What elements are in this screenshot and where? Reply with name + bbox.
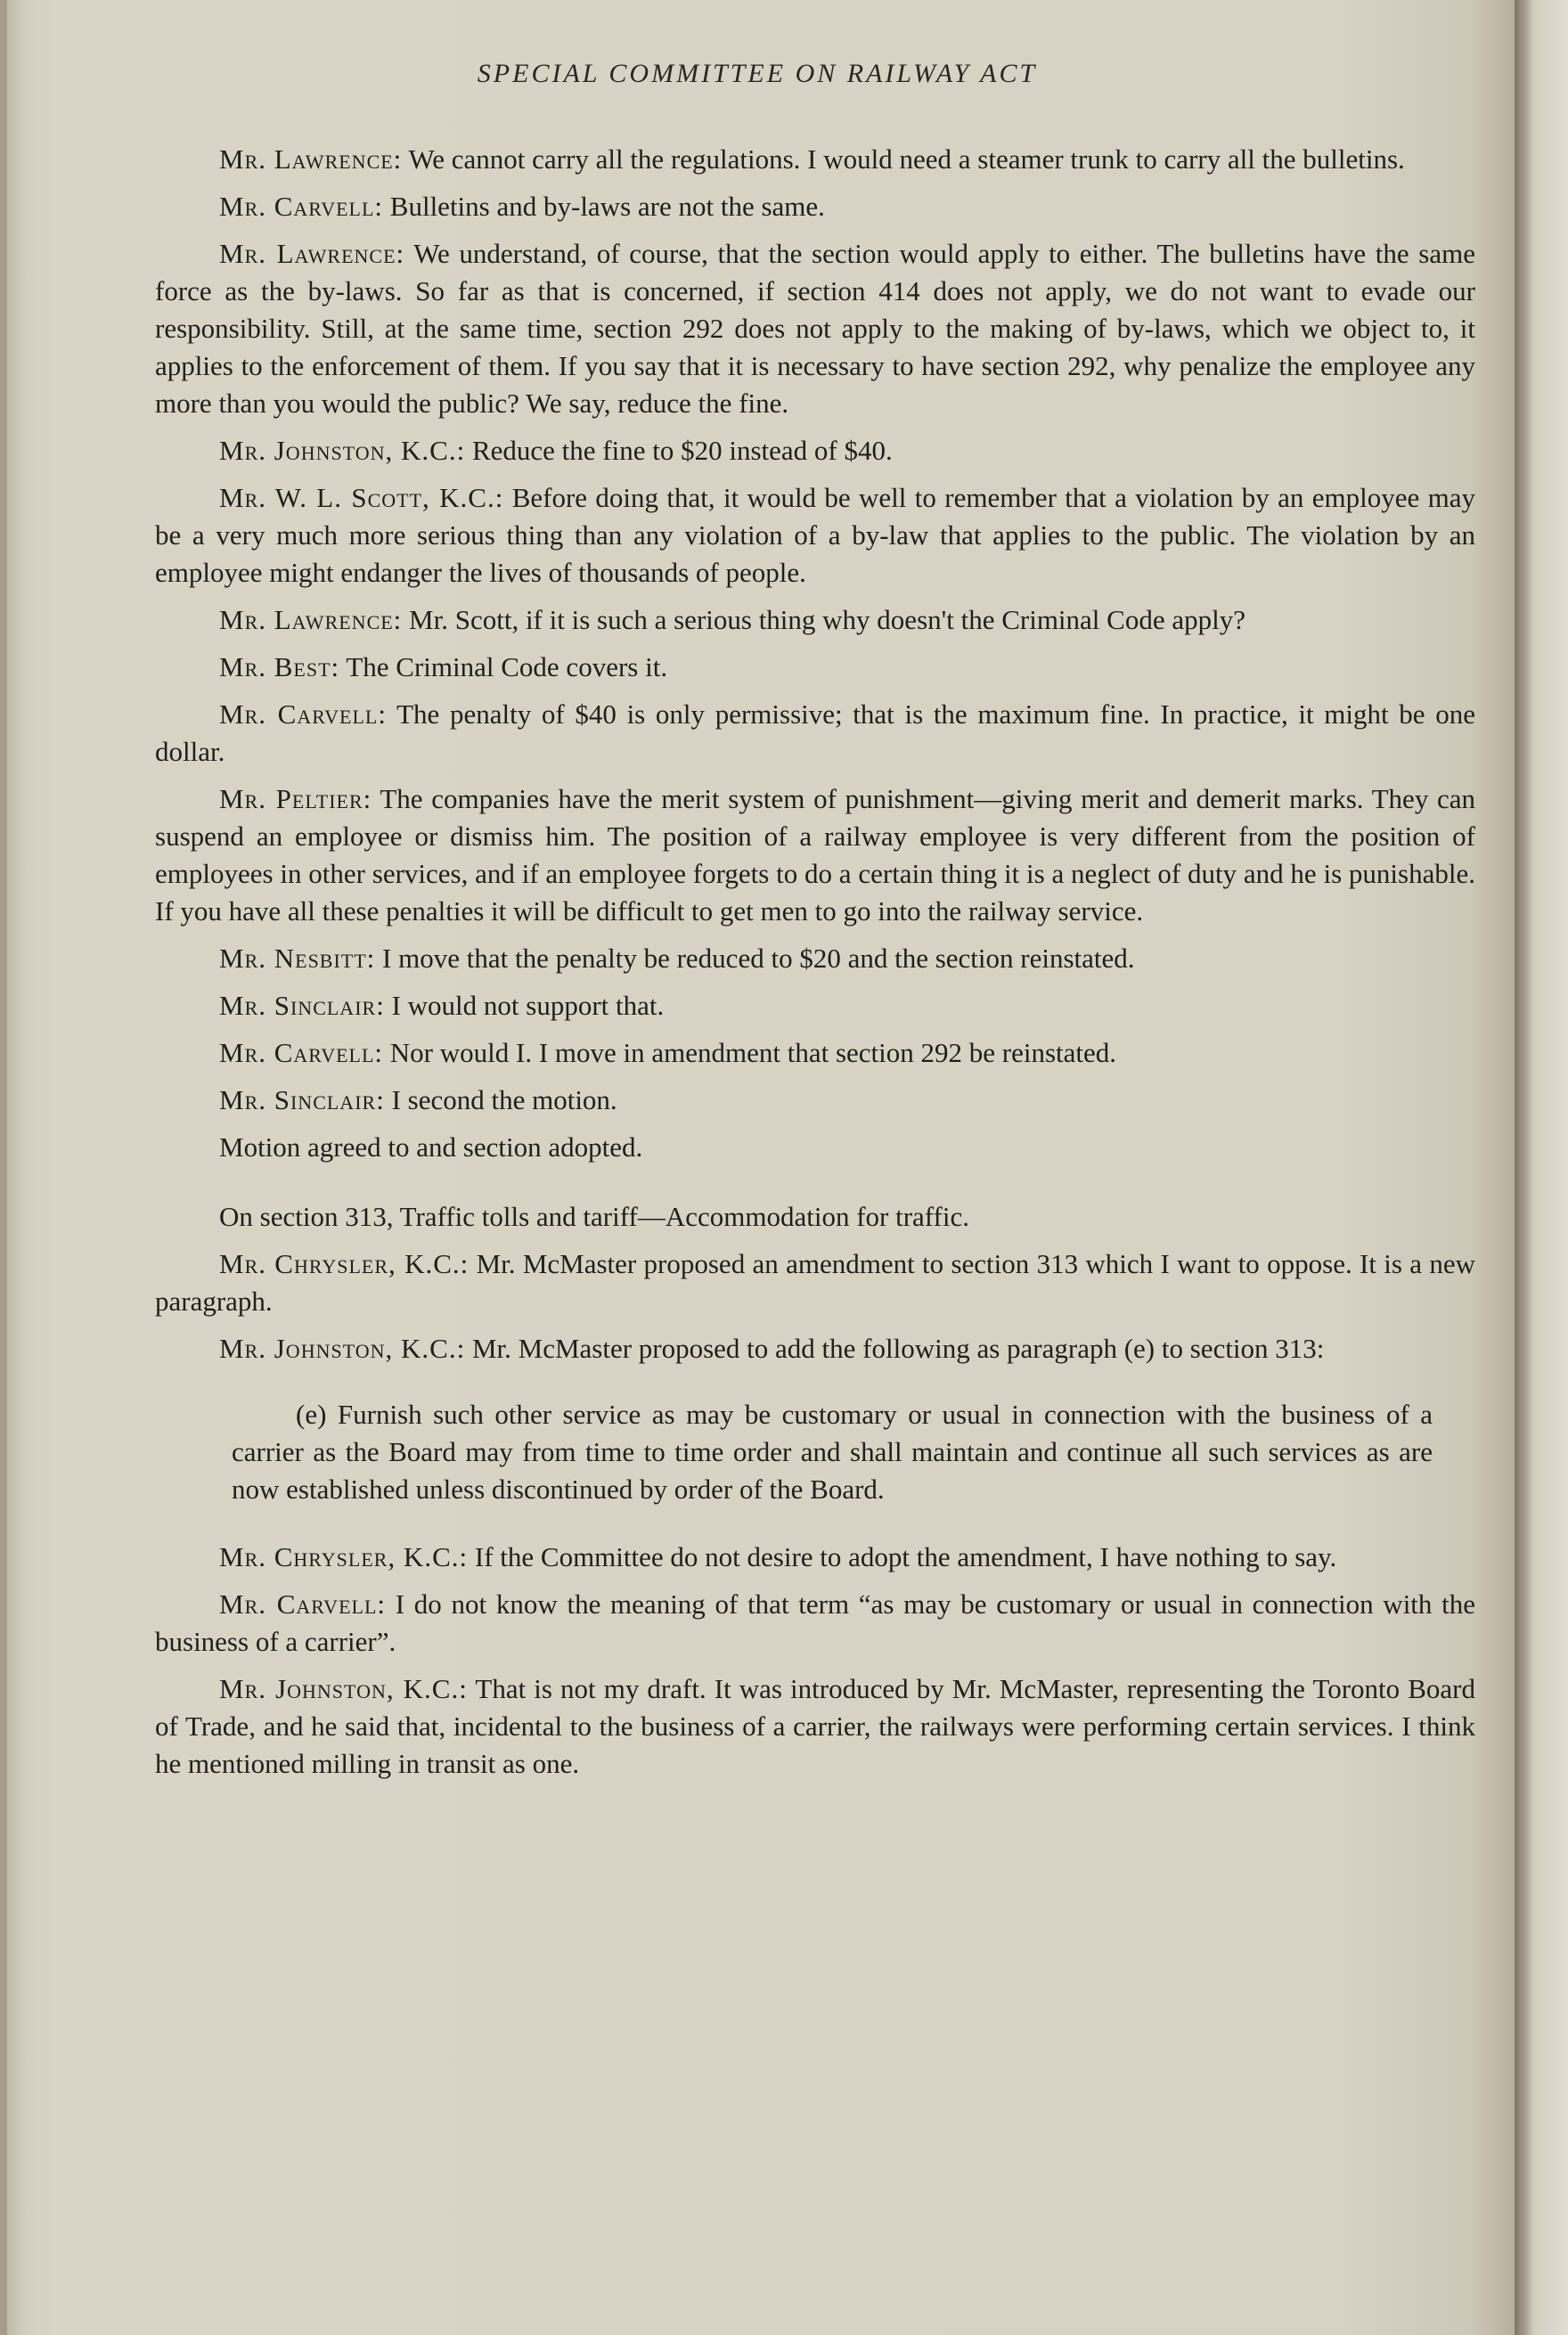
speech-paragraph — [155, 1330, 1475, 1368]
paragraph-group-1 — [155, 141, 1475, 1166]
speech-text: Nor would I. I move in amendment that section 292 be reinstated. — [389, 1037, 1117, 1068]
speech-text: Reduce the fine to $20 instead of $40. — [471, 435, 893, 466]
speaker-name: Mr. Nesbitt: — [219, 943, 376, 974]
speech-paragraph — [155, 141, 1475, 178]
speech-paragraph — [155, 780, 1475, 930]
page-edge — [1515, 0, 1568, 2335]
speech-paragraph — [155, 432, 1475, 469]
speech-paragraph — [155, 235, 1475, 422]
paragraph-group-2 — [155, 1245, 1475, 1368]
speaker-name: Mr. Peltier: — [219, 783, 372, 814]
speech-paragraph — [155, 987, 1475, 1025]
speech-paragraph — [155, 1034, 1475, 1072]
speaker-name: Mr. Carvell: — [219, 191, 384, 222]
section-heading: On section 313, Traffic tolls and tariff—Accommodation for traffic. — [219, 1201, 969, 1232]
speech-paragraph — [155, 1245, 1475, 1320]
speaker-name: Mr. Carvell: — [219, 698, 387, 730]
paragraph-group-3 — [155, 1539, 1475, 1783]
speech-paragraph — [155, 649, 1475, 686]
speech-paragraph — [155, 601, 1475, 639]
speaker-name: Mr. Best: — [219, 651, 340, 682]
quoted-amendment: (e) Furnish such other service as may be customary or usual in connection with the business of a carrier as the Board may from time to time order and shall maintain and continue all such services as are now established unless discontinued by order of the Board. — [232, 1399, 1433, 1505]
speech-text: Before doing that, it would be well to remember that a violation by an employee may be a very much more serious thing than any violation of a by-law that applies to the public. The violation by an employee might endanger the lives of thousands of people. — [155, 482, 1476, 588]
speaker-name: Mr. Johnston, K.C.: — [219, 1673, 468, 1704]
speech-text: The companies have the merit system of punishment—giving merit and demerit marks. They can suspend an employee or dismiss him. The position of a railway employee is very different from the position of employees in other services, and if an employee forgets to do a certain thing it is a neglect of duty and he is punishable. If you have all these penalties it will be difficult to get men to go into the railway service. — [155, 783, 1476, 927]
speaker-name: Mr. Lawrence: — [219, 604, 403, 635]
speech-text: Motion agreed to and section adopted. — [219, 1131, 643, 1163]
speaker-name: Mr. Sinclair: — [219, 1084, 385, 1115]
speech-paragraph — [155, 1539, 1475, 1576]
speaker-name: Mr. W. L. Scott, K.C.: — [219, 482, 504, 513]
speech-paragraph — [155, 188, 1475, 225]
speaker-name: Mr. Carvell: — [219, 1037, 384, 1068]
speech-text: If the Committee do not desire to adopt the amendment, I have nothing to say. — [474, 1541, 1337, 1572]
running-header: SPECIAL COMMITTEE ON RAILWAY ACT — [477, 59, 1038, 88]
speech-paragraph — [155, 1670, 1475, 1783]
speech-text: We cannot carry all the regulations. I would need a steamer trunk to carry all the bulletins. — [408, 143, 1405, 175]
speaker-name: Mr. Lawrence: — [219, 238, 405, 269]
speech-text: The penalty of $40 is only permissive; that is the maximum fine. In practice, it might be one dollar. — [155, 698, 1476, 767]
speech-text: I move that the penalty be reduced to $20 and the section reinstated. — [382, 943, 1135, 974]
speaker-name: Mr. Carvell: — [219, 1588, 387, 1620]
speech-paragraph — [155, 696, 1475, 771]
speech-text: Mr. Scott, if it is such a serious thing why doesn't the Criminal Code apply? — [409, 604, 1245, 635]
speaker-name: Mr. Johnston, K.C.: — [219, 1333, 466, 1364]
speaker-name: Mr. Sinclair: — [219, 990, 385, 1021]
speaker-name: Mr. Lawrence: — [219, 143, 403, 175]
speaker-name: Mr. Chrysler, K.C.: — [219, 1248, 470, 1279]
speech-paragraph — [155, 1129, 1475, 1166]
speech-text: I do not know the meaning of that term “as may be customary or usual in connection with the business of a carrier”. — [155, 1588, 1476, 1657]
speech-paragraph — [155, 1586, 1475, 1661]
speech-paragraph — [155, 940, 1475, 977]
speech-text: Mr. McMaster proposed to add the following as paragraph (e) to section 313: — [471, 1333, 1325, 1364]
speech-text: That is not my draft. It was introduced by Mr. McMaster, representing the Toronto Board of Trade, and he said that, incidental to the business of a carrier, the railways were performing certain services. I think he mentioned milling in transit as one. — [155, 1673, 1475, 1779]
speech-text: I would not support that. — [391, 990, 665, 1021]
speech-text: We understand, of course, that the section would apply to either. The bulletins have the same force as the by-laws. So far as that is concerned, if section 414 does not apply, we do not want to evade our responsibility. Still, at the same time, section 292 does not apply to the making of by-laws, which we object to, it applies to the enforcement of them. If you say that it is necessary to have section 292, why penalize the employee any more than you would the public? We say, reduce the fine. — [155, 238, 1475, 419]
page-body — [155, 141, 1475, 1792]
speaker-name: Mr. Chrysler, K.C.: — [219, 1541, 469, 1572]
speech-paragraph — [155, 479, 1475, 592]
speech-text: I second the motion. — [391, 1084, 617, 1115]
speech-text: Mr. McMaster proposed an amendment to section 313 which I want to oppose. It is a new paragraph. — [155, 1248, 1475, 1317]
speech-text: Bulletins and by-laws are not the same. — [389, 191, 825, 222]
speaker-name: Mr. Johnston, K.C.: — [219, 435, 466, 466]
speech-text: The Criminal Code covers it. — [346, 651, 668, 682]
page-binding-shadow — [0, 0, 7, 2335]
speech-paragraph — [155, 1082, 1475, 1119]
